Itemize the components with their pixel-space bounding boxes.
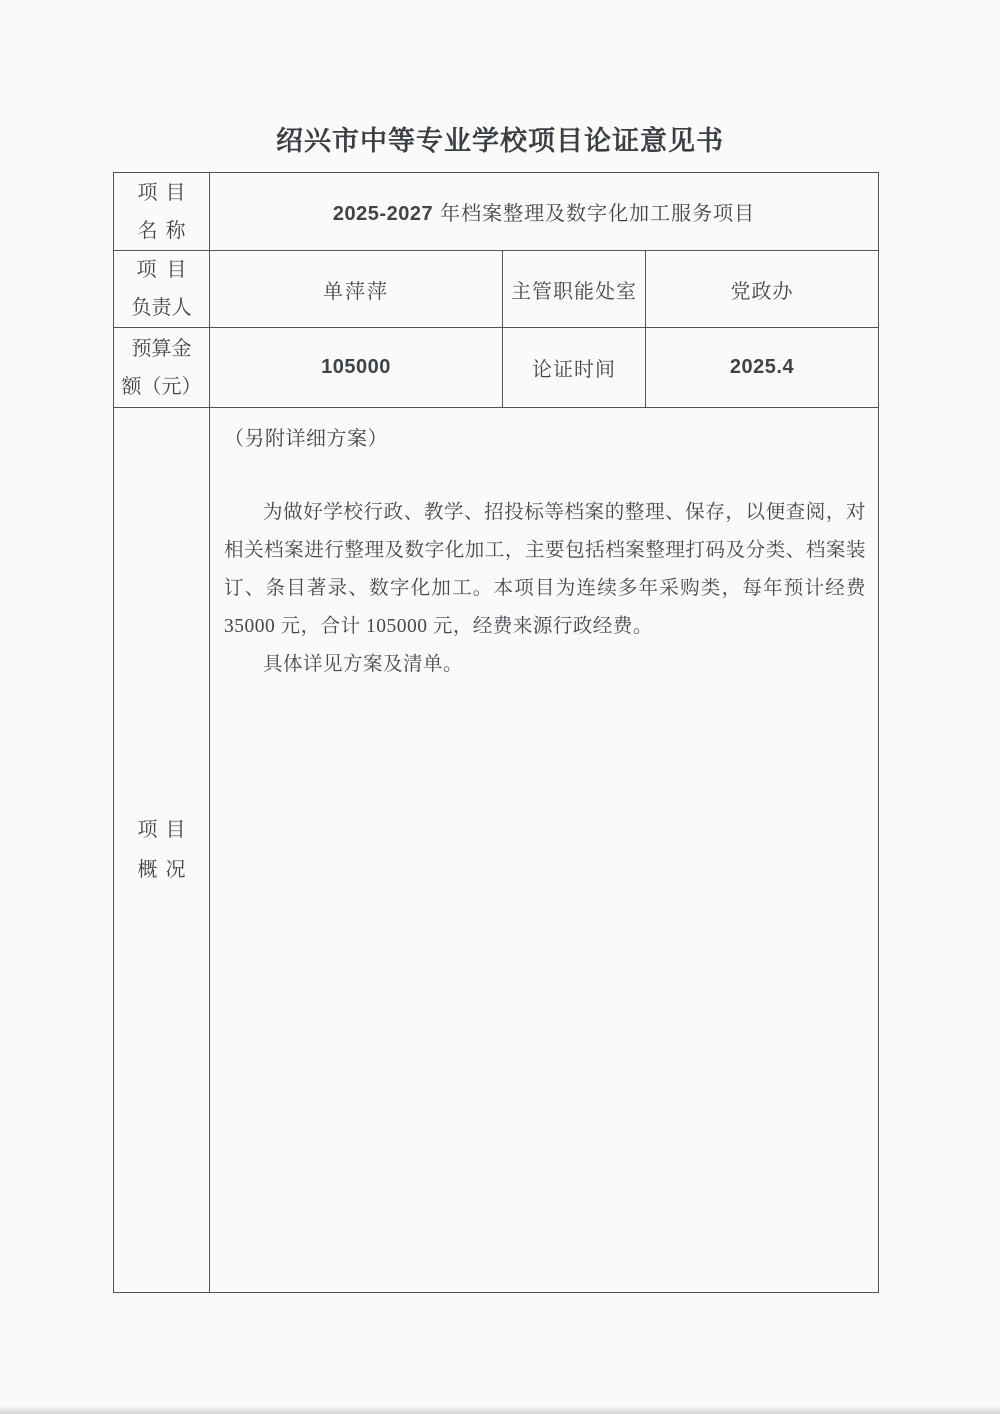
leader-label-line2: 负责人 — [131, 297, 192, 319]
project-form-table — [113, 172, 879, 1293]
document-title: 绍兴市中等专业学校项目论证意见书 — [276, 126, 724, 156]
project-name-value-text: 年档案整理及数字化加工服务项目 — [440, 203, 756, 225]
row-overview — [114, 408, 879, 1293]
dept-label: 主管职能处室 — [503, 251, 646, 328]
leader-label-line1: 项目 — [136, 259, 197, 281]
row-project-name — [114, 173, 879, 251]
overview-note: （另附详细方案） — [224, 428, 388, 450]
overview-label-line2: 概况 — [137, 859, 194, 881]
overview-label — [114, 408, 210, 1293]
overview-paragraph-2: 具体详见方案及清单。 — [263, 654, 464, 675]
project-name-value — [210, 173, 879, 251]
budget-label-line2: 额（元） — [121, 375, 202, 398]
leader-label — [114, 251, 210, 328]
overview-label-line1: 项目 — [137, 819, 194, 841]
budget-label — [114, 328, 210, 408]
overview-spacer — [224, 458, 866, 494]
budget-value: 105000 — [210, 328, 503, 408]
row-budget — [114, 328, 879, 408]
dept-value: 党政办 — [646, 251, 879, 328]
project-name-value-years: 2025-2027 — [332, 203, 434, 225]
row-leader — [114, 251, 879, 328]
review-time-label: 论证时间 — [503, 328, 646, 408]
overview-paragraph-1: 为做好学校行政、教学、招投标等档案的整理、保存，以便查阅，对相关档案进行整理及数字化加工，主要包括档案整理打码及分类、档案装订、条目著录、数字化加工。本项目为连续多年采购类，每年预计经费 35000 元，合计 105000 元，经费来源行政经费。 — [224, 502, 867, 637]
project-name-label — [114, 173, 210, 251]
project-name-label-line2: 名称 — [137, 219, 194, 242]
review-time-value: 2025.4 — [646, 328, 879, 408]
scan-bottom-edge — [0, 1406, 1000, 1414]
overview-content — [210, 408, 879, 1293]
budget-label-line1: 预算金 — [131, 337, 192, 360]
project-name-label-line1: 项目 — [137, 181, 194, 204]
leader-value: 单萍萍 — [210, 251, 503, 328]
